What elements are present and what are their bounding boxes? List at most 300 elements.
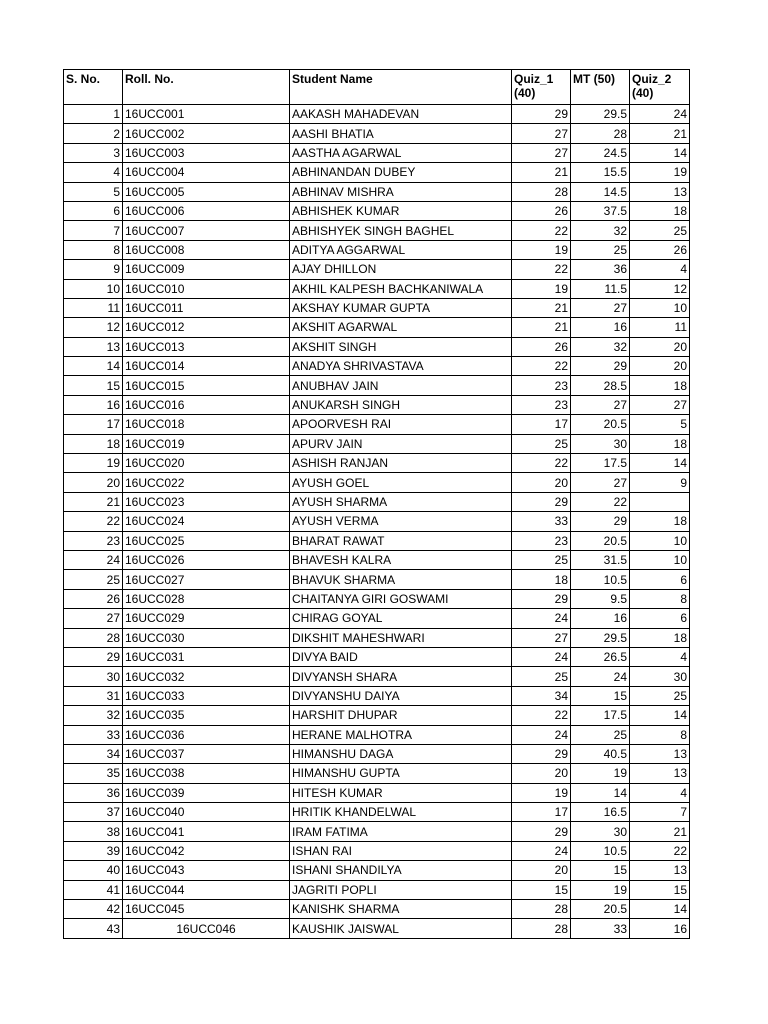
student-name-cell: ANUBHAV JAIN: [290, 376, 512, 395]
table-row: [64, 609, 690, 628]
student-name-cell: AKSHIT SINGH: [290, 337, 512, 356]
mt-cell: 32: [571, 221, 630, 240]
mt-cell: 17.5: [571, 706, 630, 725]
mt-cell: 11.5: [571, 279, 630, 298]
serial-no-cell: 39: [64, 841, 123, 860]
quiz-2-cell: 12: [630, 279, 690, 298]
mt-cell: 24.5: [571, 143, 630, 162]
student-name-cell: HIMANSHU DAGA: [290, 744, 512, 763]
table-row: [64, 647, 690, 666]
quiz-2-cell: 19: [630, 163, 690, 182]
student-name-cell: AYUSH VERMA: [290, 512, 512, 531]
table-row: [64, 260, 690, 279]
student-name-cell: HARSHIT DHUPAR: [290, 706, 512, 725]
quiz-1-cell: 23: [512, 531, 571, 550]
header-student-name: Student Name: [290, 70, 512, 105]
student-name-cell: ABHINAV MISHRA: [290, 182, 512, 201]
student-name-cell: ANUKARSH SINGH: [290, 395, 512, 414]
mt-cell: 20.5: [571, 415, 630, 434]
serial-no-cell: 41: [64, 880, 123, 899]
student-name-cell: APURV JAIN: [290, 434, 512, 453]
quiz-1-cell: 24: [512, 725, 571, 744]
quiz-2-cell: 14: [630, 706, 690, 725]
table-row: [64, 163, 690, 182]
table-row: [64, 783, 690, 802]
quiz-1-cell: 29: [512, 744, 571, 763]
table-row: [64, 822, 690, 841]
mt-cell: 20.5: [571, 531, 630, 550]
quiz-2-cell: 9: [630, 473, 690, 492]
quiz-1-cell: 20: [512, 861, 571, 880]
table-row: [64, 415, 690, 434]
table-row: [64, 473, 690, 492]
table-row: [64, 454, 690, 473]
mt-cell: 30: [571, 434, 630, 453]
roll-no-cell: 16UCC042: [123, 841, 290, 860]
mt-cell: 17.5: [571, 454, 630, 473]
mt-cell: 15: [571, 861, 630, 880]
quiz-2-cell: 14: [630, 143, 690, 162]
serial-no-cell: 8: [64, 240, 123, 259]
serial-no-cell: 15: [64, 376, 123, 395]
quiz-2-cell: 6: [630, 570, 690, 589]
roll-no-cell: 16UCC046: [123, 919, 290, 938]
table-row: [64, 628, 690, 647]
student-name-cell: DIKSHIT MAHESHWARI: [290, 628, 512, 647]
serial-no-cell: 34: [64, 744, 123, 763]
mt-cell: 33: [571, 919, 630, 938]
table-row: [64, 512, 690, 531]
quiz-1-cell: 25: [512, 434, 571, 453]
student-name-cell: DIVYA BAID: [290, 647, 512, 666]
mt-cell: 14.5: [571, 182, 630, 201]
quiz-2-cell: 13: [630, 182, 690, 201]
roll-no-cell: 16UCC045: [123, 900, 290, 919]
quiz-2-cell: 25: [630, 686, 690, 705]
roll-no-cell: 16UCC004: [123, 163, 290, 182]
table-row: [64, 240, 690, 259]
mt-cell: 27: [571, 473, 630, 492]
mt-cell: 26.5: [571, 647, 630, 666]
mt-cell: 25: [571, 725, 630, 744]
table-row: [64, 182, 690, 201]
quiz-1-cell: 21: [512, 163, 571, 182]
serial-no-cell: 35: [64, 764, 123, 783]
student-name-cell: HERANE MALHOTRA: [290, 725, 512, 744]
quiz-1-cell: 24: [512, 609, 571, 628]
mt-cell: 24: [571, 667, 630, 686]
roll-no-cell: 16UCC006: [123, 201, 290, 220]
quiz-2-cell: 20: [630, 357, 690, 376]
marks-table: [63, 69, 690, 939]
mt-cell: 27: [571, 395, 630, 414]
student-name-cell: DIVYANSHU DAIYA: [290, 686, 512, 705]
quiz-2-cell: 30: [630, 667, 690, 686]
student-name-cell: ABHINANDAN DUBEY: [290, 163, 512, 182]
student-name-cell: JAGRITI POPLI: [290, 880, 512, 899]
student-name-cell: CHIRAG GOYAL: [290, 609, 512, 628]
table-row: [64, 531, 690, 550]
quiz-2-cell: 24: [630, 105, 690, 124]
roll-no-cell: 16UCC005: [123, 182, 290, 201]
quiz-1-cell: 20: [512, 473, 571, 492]
quiz-1-cell: 24: [512, 841, 571, 860]
quiz-1-cell: 25: [512, 550, 571, 569]
serial-no-cell: 33: [64, 725, 123, 744]
table-row: [64, 105, 690, 124]
quiz-1-cell: 22: [512, 454, 571, 473]
roll-no-cell: 16UCC040: [123, 803, 290, 822]
quiz-1-cell: 26: [512, 201, 571, 220]
serial-no-cell: 23: [64, 531, 123, 550]
roll-no-cell: 16UCC025: [123, 531, 290, 550]
serial-no-cell: 5: [64, 182, 123, 201]
quiz-1-cell: 24: [512, 647, 571, 666]
mt-cell: 19: [571, 880, 630, 899]
roll-no-cell: 16UCC038: [123, 764, 290, 783]
quiz-2-cell: 27: [630, 395, 690, 414]
header-mt: MT (50): [571, 70, 630, 105]
mt-cell: 29.5: [571, 105, 630, 124]
header-quiz-1: Quiz_1 (40): [512, 70, 571, 105]
quiz-1-cell: 22: [512, 357, 571, 376]
quiz-2-cell: 10: [630, 298, 690, 317]
serial-no-cell: 3: [64, 143, 123, 162]
serial-no-cell: 13: [64, 337, 123, 356]
quiz-1-cell: 23: [512, 395, 571, 414]
roll-no-cell: 16UCC029: [123, 609, 290, 628]
mt-cell: 19: [571, 764, 630, 783]
quiz-2-cell: 11: [630, 318, 690, 337]
table-row: [64, 686, 690, 705]
quiz-2-cell: 4: [630, 783, 690, 802]
serial-no-cell: 10: [64, 279, 123, 298]
roll-no-cell: 16UCC001: [123, 105, 290, 124]
serial-no-cell: 19: [64, 454, 123, 473]
quiz-1-cell: 27: [512, 628, 571, 647]
quiz-2-cell: 10: [630, 550, 690, 569]
serial-no-cell: 29: [64, 647, 123, 666]
student-name-cell: ISHANI SHANDILYA: [290, 861, 512, 880]
quiz-1-cell: 27: [512, 124, 571, 143]
quiz-1-cell: 22: [512, 260, 571, 279]
quiz-1-cell: 34: [512, 686, 571, 705]
serial-no-cell: 2: [64, 124, 123, 143]
serial-no-cell: 20: [64, 473, 123, 492]
student-name-cell: AJAY DHILLON: [290, 260, 512, 279]
quiz-2-cell: 13: [630, 764, 690, 783]
student-name-cell: AYUSH GOEL: [290, 473, 512, 492]
roll-no-cell: 16UCC027: [123, 570, 290, 589]
student-name-cell: IRAM FATIMA: [290, 822, 512, 841]
header-roll-no: Roll. No.: [123, 70, 290, 105]
roll-no-cell: 16UCC018: [123, 415, 290, 434]
mt-cell: 36: [571, 260, 630, 279]
table-row: [64, 337, 690, 356]
quiz-2-cell: 7: [630, 803, 690, 822]
student-name-cell: DIVYANSH SHARA: [290, 667, 512, 686]
roll-no-cell: 16UCC007: [123, 221, 290, 240]
quiz-1-cell: 17: [512, 803, 571, 822]
table-row: [64, 744, 690, 763]
mt-cell: 16: [571, 609, 630, 628]
quiz-1-cell: 29: [512, 105, 571, 124]
table-row: [64, 434, 690, 453]
student-name-cell: AYUSH SHARMA: [290, 492, 512, 511]
mt-cell: 22: [571, 492, 630, 511]
table-row: [64, 841, 690, 860]
serial-no-cell: 7: [64, 221, 123, 240]
student-name-cell: HIMANSHU GUPTA: [290, 764, 512, 783]
mt-cell: 10.5: [571, 570, 630, 589]
mt-cell: 29: [571, 357, 630, 376]
mt-cell: 15.5: [571, 163, 630, 182]
quiz-1-cell: 19: [512, 279, 571, 298]
quiz-2-cell: 18: [630, 376, 690, 395]
serial-no-cell: 40: [64, 861, 123, 880]
student-name-cell: BHARAT RAWAT: [290, 531, 512, 550]
mt-cell: 25: [571, 240, 630, 259]
roll-no-cell: 16UCC031: [123, 647, 290, 666]
quiz-1-cell: 29: [512, 822, 571, 841]
table-row: [64, 667, 690, 686]
mt-cell: 28.5: [571, 376, 630, 395]
roll-no-cell: 16UCC037: [123, 744, 290, 763]
quiz-2-cell: 8: [630, 725, 690, 744]
roll-no-cell: 16UCC022: [123, 473, 290, 492]
mt-cell: 27: [571, 298, 630, 317]
serial-no-cell: 26: [64, 589, 123, 608]
mt-cell: 16.5: [571, 803, 630, 822]
table-row: [64, 900, 690, 919]
roll-no-cell: 16UCC032: [123, 667, 290, 686]
student-name-cell: BHAVESH KALRA: [290, 550, 512, 569]
student-name-cell: ANADYA SHRIVASTAVA: [290, 357, 512, 376]
serial-no-cell: 6: [64, 201, 123, 220]
roll-no-cell: 16UCC013: [123, 337, 290, 356]
quiz-1-cell: 29: [512, 589, 571, 608]
table-row: [64, 201, 690, 220]
quiz-1-cell: 33: [512, 512, 571, 531]
mt-cell: 40.5: [571, 744, 630, 763]
quiz-1-cell: 28: [512, 182, 571, 201]
student-name-cell: AKSHIT AGARWAL: [290, 318, 512, 337]
roll-no-cell: 16UCC002: [123, 124, 290, 143]
roll-no-cell: 16UCC028: [123, 589, 290, 608]
serial-no-cell: 36: [64, 783, 123, 802]
roll-no-cell: 16UCC041: [123, 822, 290, 841]
table-row: [64, 550, 690, 569]
roll-no-cell: 16UCC016: [123, 395, 290, 414]
roll-no-cell: 16UCC011: [123, 298, 290, 317]
quiz-2-cell: 5: [630, 415, 690, 434]
student-name-cell: ADITYA AGGARWAL: [290, 240, 512, 259]
quiz-2-cell: 6: [630, 609, 690, 628]
table-body: [64, 105, 690, 939]
serial-no-cell: 21: [64, 492, 123, 511]
mt-cell: 30: [571, 822, 630, 841]
table-row: [64, 919, 690, 938]
serial-no-cell: 16: [64, 395, 123, 414]
serial-no-cell: 30: [64, 667, 123, 686]
mt-cell: 16: [571, 318, 630, 337]
serial-no-cell: 4: [64, 163, 123, 182]
serial-no-cell: 22: [64, 512, 123, 531]
mt-cell: 9.5: [571, 589, 630, 608]
mt-cell: 32: [571, 337, 630, 356]
student-name-cell: HITESH KUMAR: [290, 783, 512, 802]
quiz-2-cell: 13: [630, 744, 690, 763]
quiz-1-cell: 26: [512, 337, 571, 356]
serial-no-cell: 42: [64, 900, 123, 919]
roll-no-cell: 16UCC009: [123, 260, 290, 279]
table-row: [64, 589, 690, 608]
quiz-1-cell: 25: [512, 667, 571, 686]
quiz-1-cell: 17: [512, 415, 571, 434]
quiz-1-cell: 28: [512, 900, 571, 919]
roll-no-cell: 16UCC012: [123, 318, 290, 337]
student-name-cell: BHAVUK SHARMA: [290, 570, 512, 589]
quiz-1-cell: 22: [512, 706, 571, 725]
table-row: [64, 376, 690, 395]
table-row: [64, 221, 690, 240]
mt-cell: 29.5: [571, 628, 630, 647]
table-row: [64, 570, 690, 589]
quiz-1-cell: 22: [512, 221, 571, 240]
table-row: [64, 318, 690, 337]
serial-no-cell: 17: [64, 415, 123, 434]
roll-no-cell: 16UCC043: [123, 861, 290, 880]
serial-no-cell: 24: [64, 550, 123, 569]
quiz-2-cell: [630, 492, 690, 511]
quiz-2-cell: 21: [630, 124, 690, 143]
quiz-2-cell: 20: [630, 337, 690, 356]
table-row: [64, 803, 690, 822]
roll-no-cell: 16UCC030: [123, 628, 290, 647]
quiz-1-cell: 19: [512, 783, 571, 802]
roll-no-cell: 16UCC035: [123, 706, 290, 725]
quiz-2-cell: 4: [630, 647, 690, 666]
quiz-2-cell: 26: [630, 240, 690, 259]
quiz-1-cell: 21: [512, 298, 571, 317]
quiz-2-cell: 18: [630, 628, 690, 647]
mt-cell: 37.5: [571, 201, 630, 220]
serial-no-cell: 11: [64, 298, 123, 317]
table-row: [64, 124, 690, 143]
table-row: [64, 764, 690, 783]
header-row: [64, 70, 690, 105]
quiz-2-cell: 18: [630, 201, 690, 220]
quiz-2-cell: 22: [630, 841, 690, 860]
quiz-1-cell: 18: [512, 570, 571, 589]
quiz-2-cell: 10: [630, 531, 690, 550]
serial-no-cell: 43: [64, 919, 123, 938]
serial-no-cell: 38: [64, 822, 123, 841]
mt-cell: 20.5: [571, 900, 630, 919]
quiz-2-cell: 13: [630, 861, 690, 880]
roll-no-cell: 16UCC003: [123, 143, 290, 162]
quiz-2-cell: 16: [630, 919, 690, 938]
serial-no-cell: 31: [64, 686, 123, 705]
table-row: [64, 706, 690, 725]
quiz-1-cell: 23: [512, 376, 571, 395]
roll-no-cell: 16UCC024: [123, 512, 290, 531]
student-name-cell: ABHISHYEK SINGH BAGHEL: [290, 221, 512, 240]
table-row: [64, 143, 690, 162]
quiz-2-cell: 8: [630, 589, 690, 608]
student-name-cell: AASHI BHATIA: [290, 124, 512, 143]
quiz-2-cell: 21: [630, 822, 690, 841]
student-name-cell: CHAITANYA GIRI GOSWAMI: [290, 589, 512, 608]
serial-no-cell: 12: [64, 318, 123, 337]
student-name-cell: KAUSHIK JAISWAL: [290, 919, 512, 938]
student-name-cell: AKSHAY KUMAR GUPTA: [290, 298, 512, 317]
student-name-cell: KANISHK SHARMA: [290, 900, 512, 919]
serial-no-cell: 37: [64, 803, 123, 822]
roll-no-cell: 16UCC044: [123, 880, 290, 899]
quiz-1-cell: 27: [512, 143, 571, 162]
student-name-cell: AKHIL KALPESH BACHKANIWALA: [290, 279, 512, 298]
mt-cell: 31.5: [571, 550, 630, 569]
quiz-2-cell: 18: [630, 434, 690, 453]
mt-cell: 28: [571, 124, 630, 143]
quiz-2-cell: 4: [630, 260, 690, 279]
roll-no-cell: 16UCC020: [123, 454, 290, 473]
student-name-cell: ABHISHEK KUMAR: [290, 201, 512, 220]
mt-cell: 10.5: [571, 841, 630, 860]
quiz-2-cell: 18: [630, 512, 690, 531]
quiz-2-cell: 25: [630, 221, 690, 240]
quiz-2-cell: 14: [630, 900, 690, 919]
table-row: [64, 725, 690, 744]
roll-no-cell: 16UCC010: [123, 279, 290, 298]
mt-cell: 14: [571, 783, 630, 802]
roll-no-cell: 16UCC039: [123, 783, 290, 802]
serial-no-cell: 27: [64, 609, 123, 628]
quiz-1-cell: 19: [512, 240, 571, 259]
quiz-2-cell: 14: [630, 454, 690, 473]
header-serial-no: S. No.: [64, 70, 123, 105]
roll-no-cell: 16UCC019: [123, 434, 290, 453]
student-name-cell: AAKASH MAHADEVAN: [290, 105, 512, 124]
serial-no-cell: 18: [64, 434, 123, 453]
roll-no-cell: 16UCC036: [123, 725, 290, 744]
serial-no-cell: 1: [64, 105, 123, 124]
serial-no-cell: 32: [64, 706, 123, 725]
table-row: [64, 880, 690, 899]
table-row: [64, 279, 690, 298]
roll-no-cell: 16UCC026: [123, 550, 290, 569]
roll-no-cell: 16UCC014: [123, 357, 290, 376]
quiz-2-cell: 15: [630, 880, 690, 899]
mt-cell: 29: [571, 512, 630, 531]
mt-cell: 15: [571, 686, 630, 705]
quiz-1-cell: 28: [512, 919, 571, 938]
student-name-cell: ASHISH RANJAN: [290, 454, 512, 473]
quiz-1-cell: 29: [512, 492, 571, 511]
table-row: [64, 395, 690, 414]
table-row: [64, 861, 690, 880]
header-quiz-2: Quiz_2 (40): [630, 70, 690, 105]
serial-no-cell: 14: [64, 357, 123, 376]
student-name-cell: ISHAN RAI: [290, 841, 512, 860]
quiz-1-cell: 21: [512, 318, 571, 337]
student-name-cell: AASTHA AGARWAL: [290, 143, 512, 162]
serial-no-cell: 9: [64, 260, 123, 279]
serial-no-cell: 25: [64, 570, 123, 589]
table-row: [64, 298, 690, 317]
quiz-1-cell: 20: [512, 764, 571, 783]
